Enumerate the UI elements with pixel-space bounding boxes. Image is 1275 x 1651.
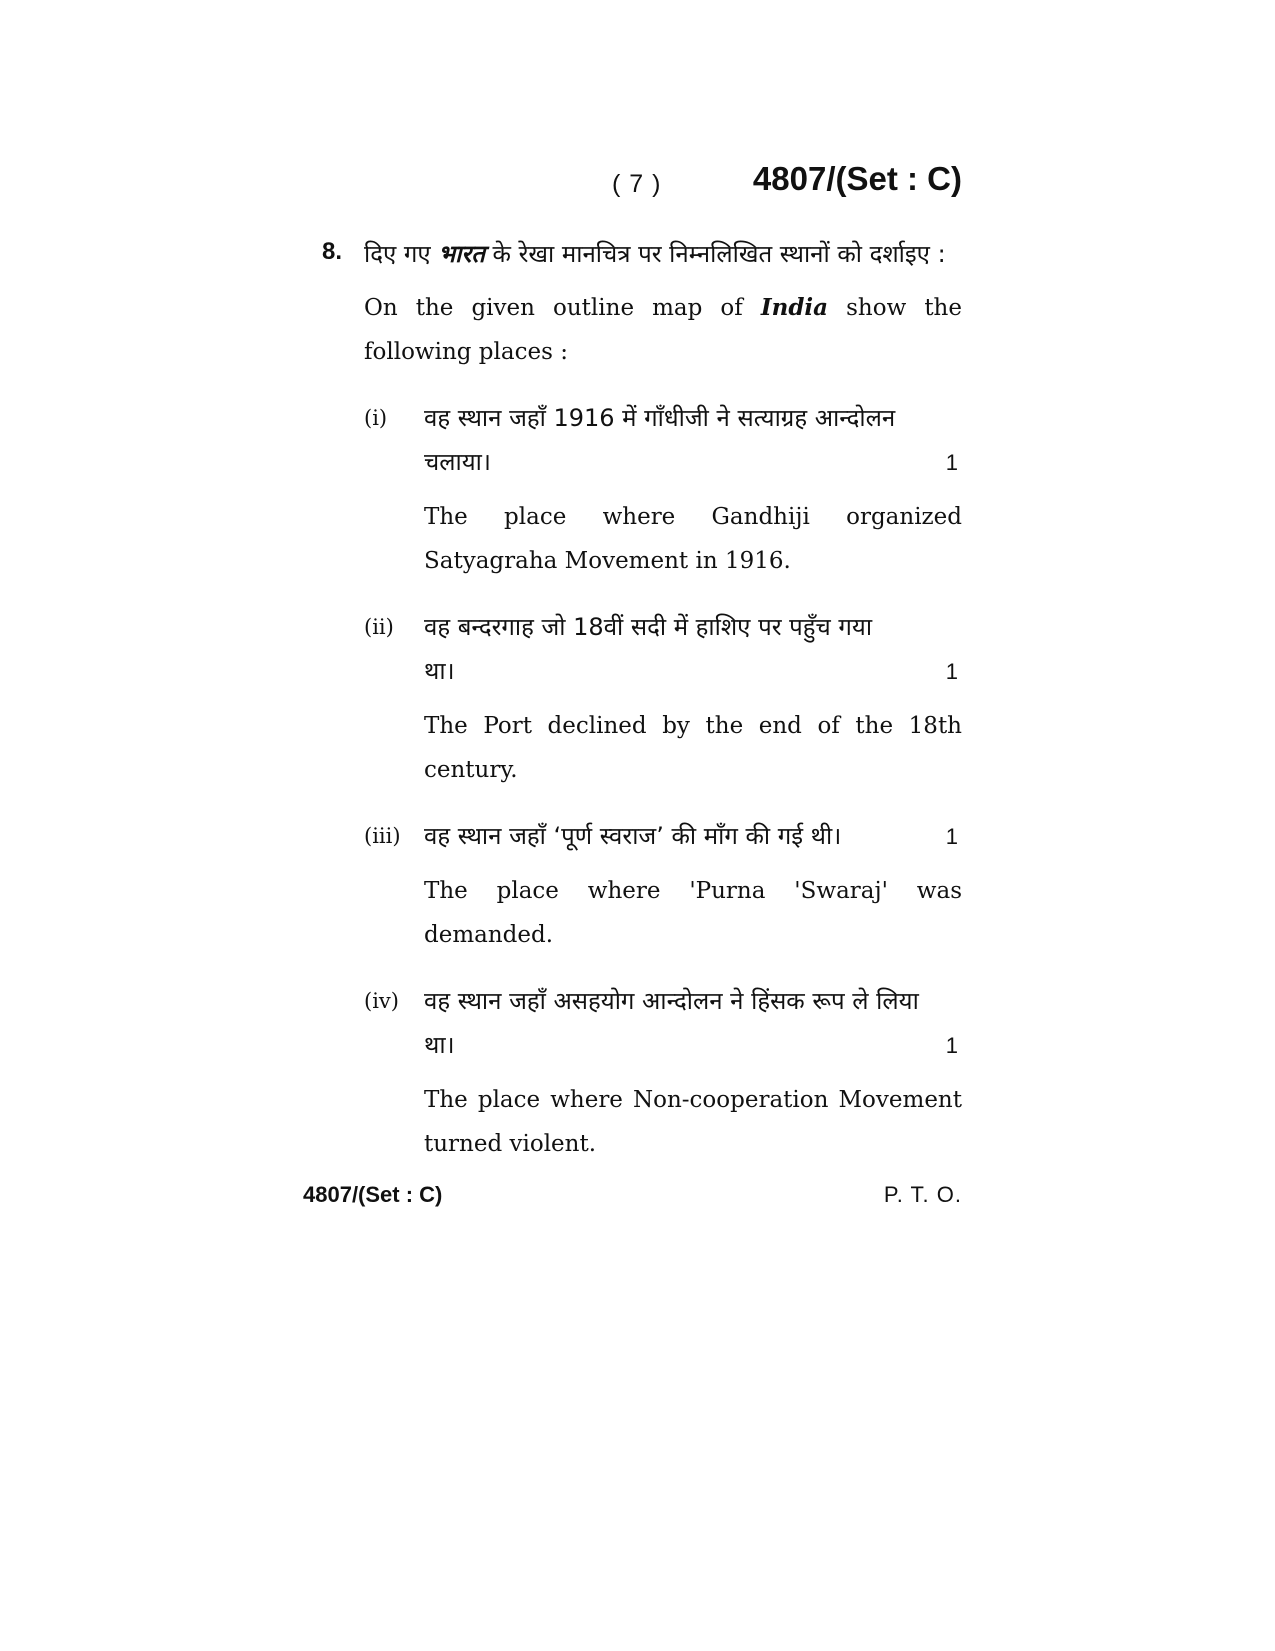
marks: 1 <box>945 824 958 849</box>
question-english-text <box>364 286 962 374</box>
question-hindi-text <box>364 232 962 276</box>
sub-question-hindi-end: वह स्थान जहाँ ‘पूर्ण स्वराज’ की माँग की गई थी। <box>424 822 842 850</box>
sub-question-hindi-line: वह स्थान जहाँ असहयोग आन्दोलन ने हिंसक रूप ले लिया <box>424 987 919 1015</box>
sub-question-hindi-line: वह बन्दरगाह जो 18वीं सदी में हाशिए पर पहुँच गया <box>424 613 873 641</box>
sub-question-i <box>364 396 962 583</box>
question-number: 8. <box>322 238 343 265</box>
sub-question-iv <box>364 979 962 1166</box>
sub-question-hindi-end-line <box>424 814 962 859</box>
sub-question-hindi-end: चलाया। <box>424 448 491 476</box>
question-hindi-prefix: दिए गए <box>364 240 431 268</box>
question-english-prefix: On the given outline map of <box>364 295 743 321</box>
paper-code-footer: 4807/(Set : C) <box>303 1182 443 1207</box>
sub-question-label: (iv) <box>364 989 399 1013</box>
marks: 1 <box>945 450 958 475</box>
sub-question-english: The place where Non-cooperation Movement turned violent. <box>424 1087 962 1157</box>
sub-question-english: The place where Gandhiji organized Satyagraha Movement in 1916. <box>424 504 962 574</box>
sub-question-hindi-end-line <box>424 1023 962 1068</box>
sub-question-label: (i) <box>364 406 388 430</box>
sub-question-hindi-end: था। <box>424 657 455 685</box>
question-body <box>364 232 962 1166</box>
sub-question-hindi-end: था। <box>424 1031 455 1059</box>
sub-question-english: The place where 'Purna 'Swaraj' was demanded. <box>424 878 962 948</box>
pto-label: P. T. O. <box>883 1182 962 1207</box>
marks: 1 <box>945 659 958 684</box>
question-english-suffix: show the following places : <box>364 295 962 365</box>
sub-question-hindi-end-line <box>424 440 962 485</box>
sub-question-ii <box>364 605 962 792</box>
question-hindi-suffix: के रेखा मानचित्र पर निम्नलिखित स्थानों को दर्शाइए : <box>492 240 946 268</box>
page-footer <box>303 1182 962 1208</box>
page-number: ( 7 ) <box>612 170 662 198</box>
sub-question-label: (iii) <box>364 824 401 848</box>
page-header <box>0 150 1275 210</box>
sub-question-hindi-end-line <box>424 649 962 694</box>
sub-question-iii <box>364 814 962 957</box>
sub-question-label: (ii) <box>364 615 394 639</box>
sub-question-hindi-line: वह स्थान जहाँ 1916 में गाँधीजी ने सत्याग्रह आन्दोलन <box>424 404 896 432</box>
marks: 1 <box>945 1033 958 1058</box>
question-hindi-emphasis: भारत <box>438 240 485 268</box>
paper-code-header: 4807/(Set : C) <box>752 160 962 197</box>
question-8 <box>322 232 962 1166</box>
question-english-emphasis: India <box>760 294 829 321</box>
sub-question-english: The Port declined by the end of the 18th century. <box>424 713 962 783</box>
